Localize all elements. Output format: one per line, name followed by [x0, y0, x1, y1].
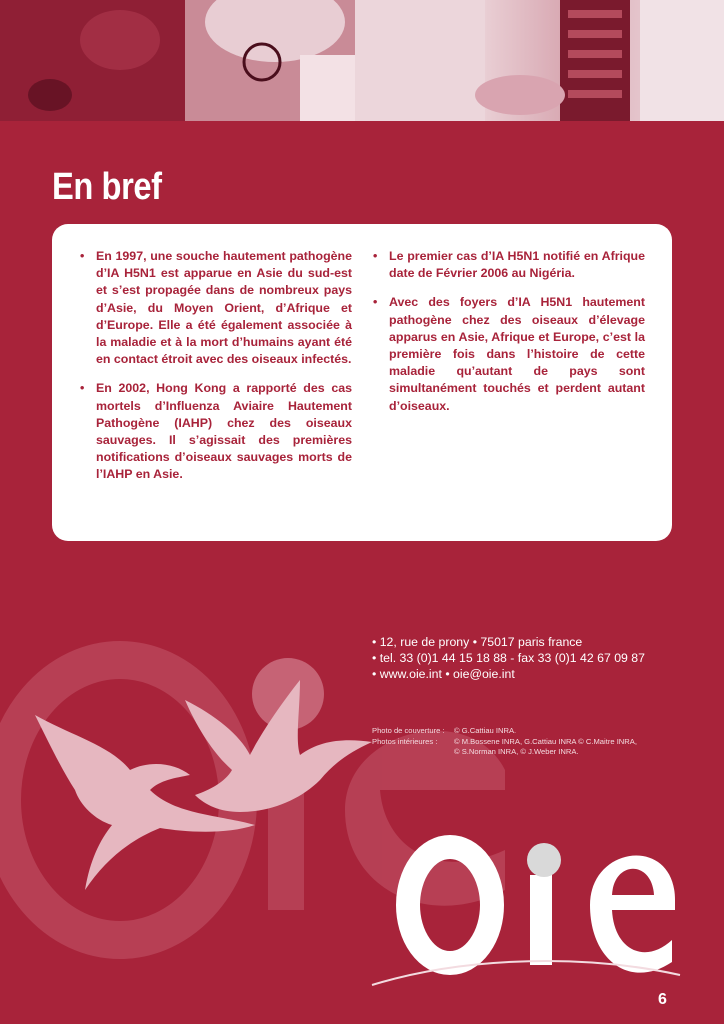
page-number: 6	[658, 991, 667, 1008]
credit-row-interior	[372, 737, 637, 748]
credit-interior-label: Photos intérieures :	[372, 736, 438, 746]
summary-right-column	[373, 248, 645, 427]
credit-interior-line1: © M.Bossene INRA, G.Cattiau INRA © C.Maitre INRA,	[454, 736, 637, 746]
bullet-icon: •	[373, 249, 378, 263]
contact-phone: • tel. 33 (0)1 44 15 18 88 - fax 33 (0)1 42 67 09 87	[372, 651, 645, 665]
summary-bullet-item	[80, 248, 352, 368]
photo-credits	[372, 726, 637, 758]
oie-logo	[372, 843, 680, 985]
credit-spacer	[372, 747, 454, 758]
header-photo-illustration	[0, 0, 724, 121]
summary-bullet-item	[373, 248, 645, 282]
flying-birds-icon	[35, 680, 372, 890]
credit-interior-line2: © S.Norman INRA, © J.Weber INRA.	[454, 747, 579, 756]
summary-bullet-item	[80, 380, 352, 483]
contact-address: • 12, rue de prony • 75017 paris france	[372, 635, 583, 649]
summary-bullet-item	[373, 294, 645, 414]
credit-cover-label: Photo de couverture :	[372, 726, 445, 735]
bullet-icon: •	[80, 381, 85, 396]
summary-left-column	[80, 248, 352, 496]
contact-block	[372, 634, 645, 682]
header-photo	[0, 0, 724, 121]
page-title: En bref	[52, 166, 162, 208]
summary-card	[52, 224, 672, 541]
bullet-text: Avec des foyers d’IA H5N1 hautement pathogène chez des oiseaux d’élevage apparus en Asie, Afrique et Europe, c’est la première fois dans l’histoire de cette maladie qu’autant de pays sont simultanément touchés et perdent autant d’oiseaux.	[389, 295, 645, 413]
bullet-text: En 2002, Hong Kong a rapporté des cas mortels d’Influenza Aviaire Hautement Pathogène (IAHP) chez des oiseaux sauvages. Il s’agissait des premières notifications d’oiseaux sauvages morts de l’IAHP en Asie.	[96, 381, 352, 482]
bullet-text: En 1997, une souche hautement pathogène d’IA H5N1 est apparue en Asie du sud-est et s’est propagée dans de nombreux pays d’Asie, du Moyen Orient, d’Afrique et d’Europe. Elle a été également associée à la maladie et à la mort d’humains ayant été en contact étroit avec des oiseaux infectés.	[96, 249, 352, 367]
contact-web[interactable]: • www.oie.int • oie@oie.int	[372, 667, 515, 681]
bullet-text: Le premier cas d’IA H5N1 notifié en Afrique date de Février 2006 au Nigéria.	[389, 249, 645, 281]
credit-cover-value: © G.Cattiau INRA.	[454, 726, 517, 735]
bullet-icon: •	[373, 295, 378, 310]
credit-row-cover	[372, 726, 637, 737]
globe-icon	[527, 843, 561, 877]
credit-row-interior-cont	[372, 747, 637, 758]
bullet-icon: •	[80, 249, 85, 263]
